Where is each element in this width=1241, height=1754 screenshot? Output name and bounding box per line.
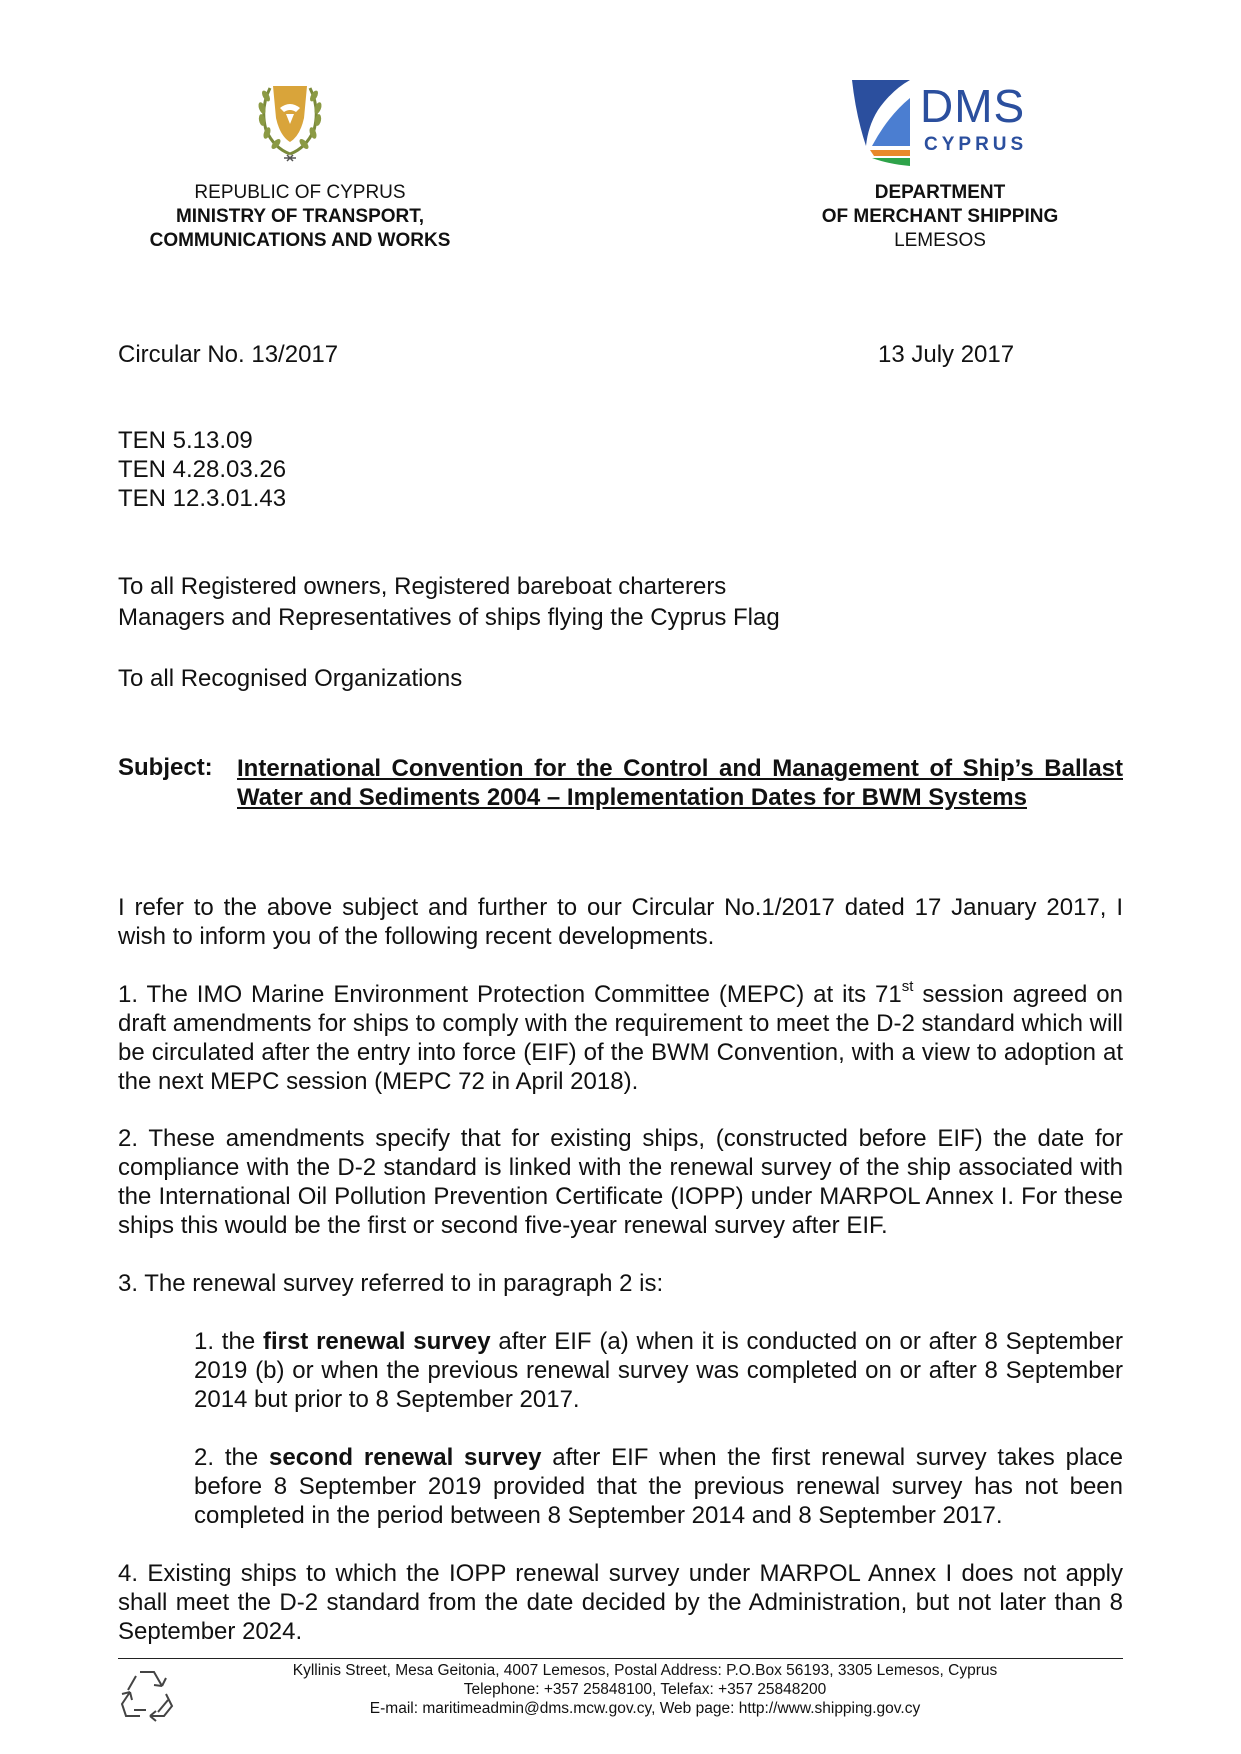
paragraph-3: 3. The renewal survey referred to in paragraph 2 is: (118, 1270, 664, 1297)
sub-paragraph-1 (194, 1327, 1123, 1414)
department-city: LEMESOS (894, 230, 986, 251)
department-name: OF MERCHANT SHIPPING (821, 206, 1059, 227)
subject-text: International Convention for the Control and Management of Ship’s Ballast Water and Sediments 2004 – Implementation Dates for BWM Systems (237, 755, 1123, 811)
sub-paragraph-1-prefix: 1. the (194, 1328, 263, 1355)
dms-logo (848, 76, 1048, 166)
footer-divider (118, 1658, 1123, 1659)
sub-paragraph-2-rest: after EIF when the first renewal survey takes place before 8 September 2019 provided that the previous renewal survey has not been completed in the period between 8 September 2014 and 8 September 2017. (194, 1444, 1123, 1529)
paragraph-1-start: 1. The IMO Marine Environment Protection Committee (MEPC) at its 71 (118, 981, 902, 1008)
department-title: DEPARTMENT (874, 182, 1006, 203)
paragraph-4: 4. Existing ships to which the IOPP renewal survey under MARPOL Annex I does not apply shall meet the D-2 standard from the date decided by the Administration, but not later than 8 September 2024. (118, 1560, 1123, 1645)
circular-number: Circular No. 13/2017 (118, 341, 339, 368)
addressee-ros: To all Recognised Organizations (118, 665, 463, 692)
reference-3: TEN 12.3.01.43 (118, 485, 287, 512)
paragraph-1-rest: session agreed on draft amendments for ships to comply with the requirement to meet the D-2 standard which will be circulated after the entry into force (EIF) of the BWM Convention, with a view to adoption at the next MEPC session (MEPC 72 in April 2018). (118, 981, 1124, 1095)
ministry-country: REPUBLIC OF CYPRUS (194, 182, 406, 203)
dms-logo-text: DMS (920, 80, 1026, 132)
circular-date: 13 July 2017 (878, 341, 1015, 368)
subject-label: Subject: (118, 754, 213, 781)
footer-phone: Telephone: +357 25848100, Telefax: +357 25848200 (463, 1681, 827, 1698)
ministry-header (110, 181, 490, 253)
sub-paragraph-1-bold: first renewal survey (262, 1328, 491, 1355)
sub-paragraph-2-prefix: 2. the (194, 1444, 270, 1471)
dms-logo-subtext: CYPRUS (924, 134, 1028, 155)
recycle-icon (118, 1664, 176, 1722)
footer-address: Kyllinis Street, Mesa Geitonia, 4007 Lemesos, Postal Address: P.O.Box 56193, 3305 Lemesos, Cyprus (292, 1662, 998, 1679)
reference-2: TEN 4.28.03.26 (118, 456, 287, 483)
paragraph-1-sup: st (901, 978, 914, 995)
footer-contact: E-mail: maritimeadmin@dms.mcw.gov.cy, Web page: http://www.shipping.gov.cy (369, 1700, 921, 1717)
ministry-name-cont: COMMUNICATIONS AND WORKS (149, 230, 451, 251)
sub-paragraph-2-bold: second renewal survey (269, 1444, 542, 1471)
department-header (790, 181, 1090, 253)
footer (180, 1661, 1110, 1718)
emblem-icon (240, 78, 340, 166)
paragraph-1 (118, 980, 1123, 1096)
addressee-owners: To all Registered owners, Registered bareboat charterers (118, 573, 727, 600)
ministry-name: MINISTRY OF TRANSPORT, (175, 206, 425, 227)
sub-paragraph-1-rest: after EIF (a) when it is conducted on or after 8 September 2019 (b) or when the previous renewal survey was completed on or after 8 September 2014 but prior to 8 September 2017. (194, 1328, 1123, 1413)
paragraph-2: 2. These amendments specify that for existing ships, (constructed before EIF) the date for compliance with the D-2 standard is linked with the renewal survey of the ship associated with the International Oil Pollution Prevention Certificate (IOPP) under MARPOL Annex I. For these ships this would be the first or second five-year renewal survey after EIF. (118, 1125, 1123, 1239)
cyprus-emblem (240, 78, 340, 166)
addressee-managers: Managers and Representatives of ships flying the Cyprus Flag (118, 604, 780, 631)
reference-1: TEN 5.13.09 (118, 427, 253, 454)
intro-paragraph: I refer to the above subject and further to our Circular No.1/2017 dated 17 January 2017, I wish to inform you of the following recent developments. (118, 894, 1123, 950)
sub-paragraph-2 (194, 1443, 1123, 1530)
